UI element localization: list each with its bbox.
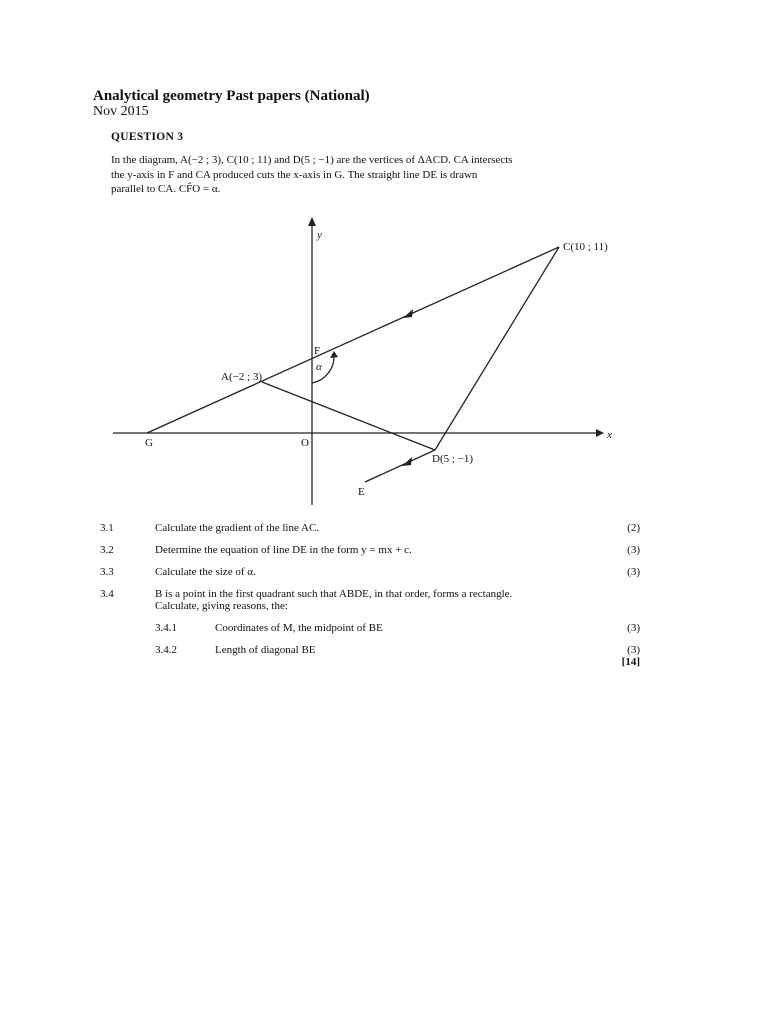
intro-line: In the diagram, A(−2 ; 3), C(10 ; 11) and D(5 ; −1) are the vertices of ΔACD. CA intersects: [111, 154, 513, 166]
point-d-label: D(5 ; −1): [432, 453, 474, 465]
question-item: [100, 522, 640, 544]
angle-arrowhead: [330, 351, 338, 358]
item-number: 3.3: [100, 566, 114, 578]
paper-date: Nov 2015: [93, 104, 149, 119]
item-marks: [598, 588, 640, 622]
page-title: Analytical geometry Past papers (National): [93, 88, 370, 104]
sub-item-number: 3.4.2: [155, 644, 177, 656]
question-item: [100, 566, 640, 588]
line-ad: [262, 382, 435, 450]
sub-item-marks: (3): [627, 644, 640, 656]
line-dc: [435, 247, 559, 450]
sub-item: [100, 644, 640, 656]
item-text-line: B is a point in the first quadrant such that ABDE, in that order, forms a rectangle.: [155, 588, 513, 600]
item-text: Calculate the gradient of the line AC.: [155, 522, 320, 534]
x-axis-arrowhead: [596, 429, 604, 437]
item-number: 3.1: [100, 522, 114, 534]
origin-label: O: [301, 437, 309, 449]
sub-item: [100, 622, 640, 644]
intro-line: parallel to CA. CF̂O = α.: [111, 183, 221, 195]
sub-item-text: Coordinates of M, the midpoint of BE: [215, 622, 383, 634]
item-text-line: Calculate, giving reasons, the:: [155, 600, 288, 612]
item-text: Determine the equation of line DE in the form y = mx + c.: [155, 544, 412, 556]
item-text: Calculate the size of α.: [155, 566, 256, 578]
sub-item-number: 3.4.1: [155, 622, 177, 634]
total-row: [100, 656, 640, 668]
y-axis-arrowhead: [308, 217, 316, 226]
sub-item-text: Length of diagonal BE: [215, 644, 316, 656]
question-item: [100, 588, 640, 622]
total-marks: [14]: [621, 656, 640, 668]
question-item: [100, 544, 640, 566]
axis-x-label: x: [607, 429, 612, 441]
item-marks: (2): [627, 522, 640, 534]
item-number: 3.2: [100, 544, 114, 556]
point-a-label: A(−2 ; 3): [221, 371, 263, 383]
line-gc: [147, 247, 559, 433]
sub-item-marks: (3): [627, 622, 640, 634]
line-de: [365, 450, 435, 482]
point-g-label: G: [145, 437, 153, 449]
angle-alpha-label: α: [316, 361, 322, 373]
point-f-label: F: [314, 345, 321, 357]
question-items: [100, 522, 640, 668]
point-e-label: E: [358, 486, 365, 498]
question-heading: QUESTION 3: [111, 131, 184, 143]
item-number: 3.4: [100, 588, 114, 600]
point-c-label: C(10 ; 11): [563, 241, 608, 253]
item-marks: (3): [627, 544, 640, 556]
axis-y-label: y: [317, 229, 322, 241]
item-text: [155, 588, 598, 622]
intro-line: the y-axis in F and CA produced cuts the x-axis in G. The straight line DE is drawn: [111, 168, 478, 181]
item-marks: (3): [627, 566, 640, 578]
